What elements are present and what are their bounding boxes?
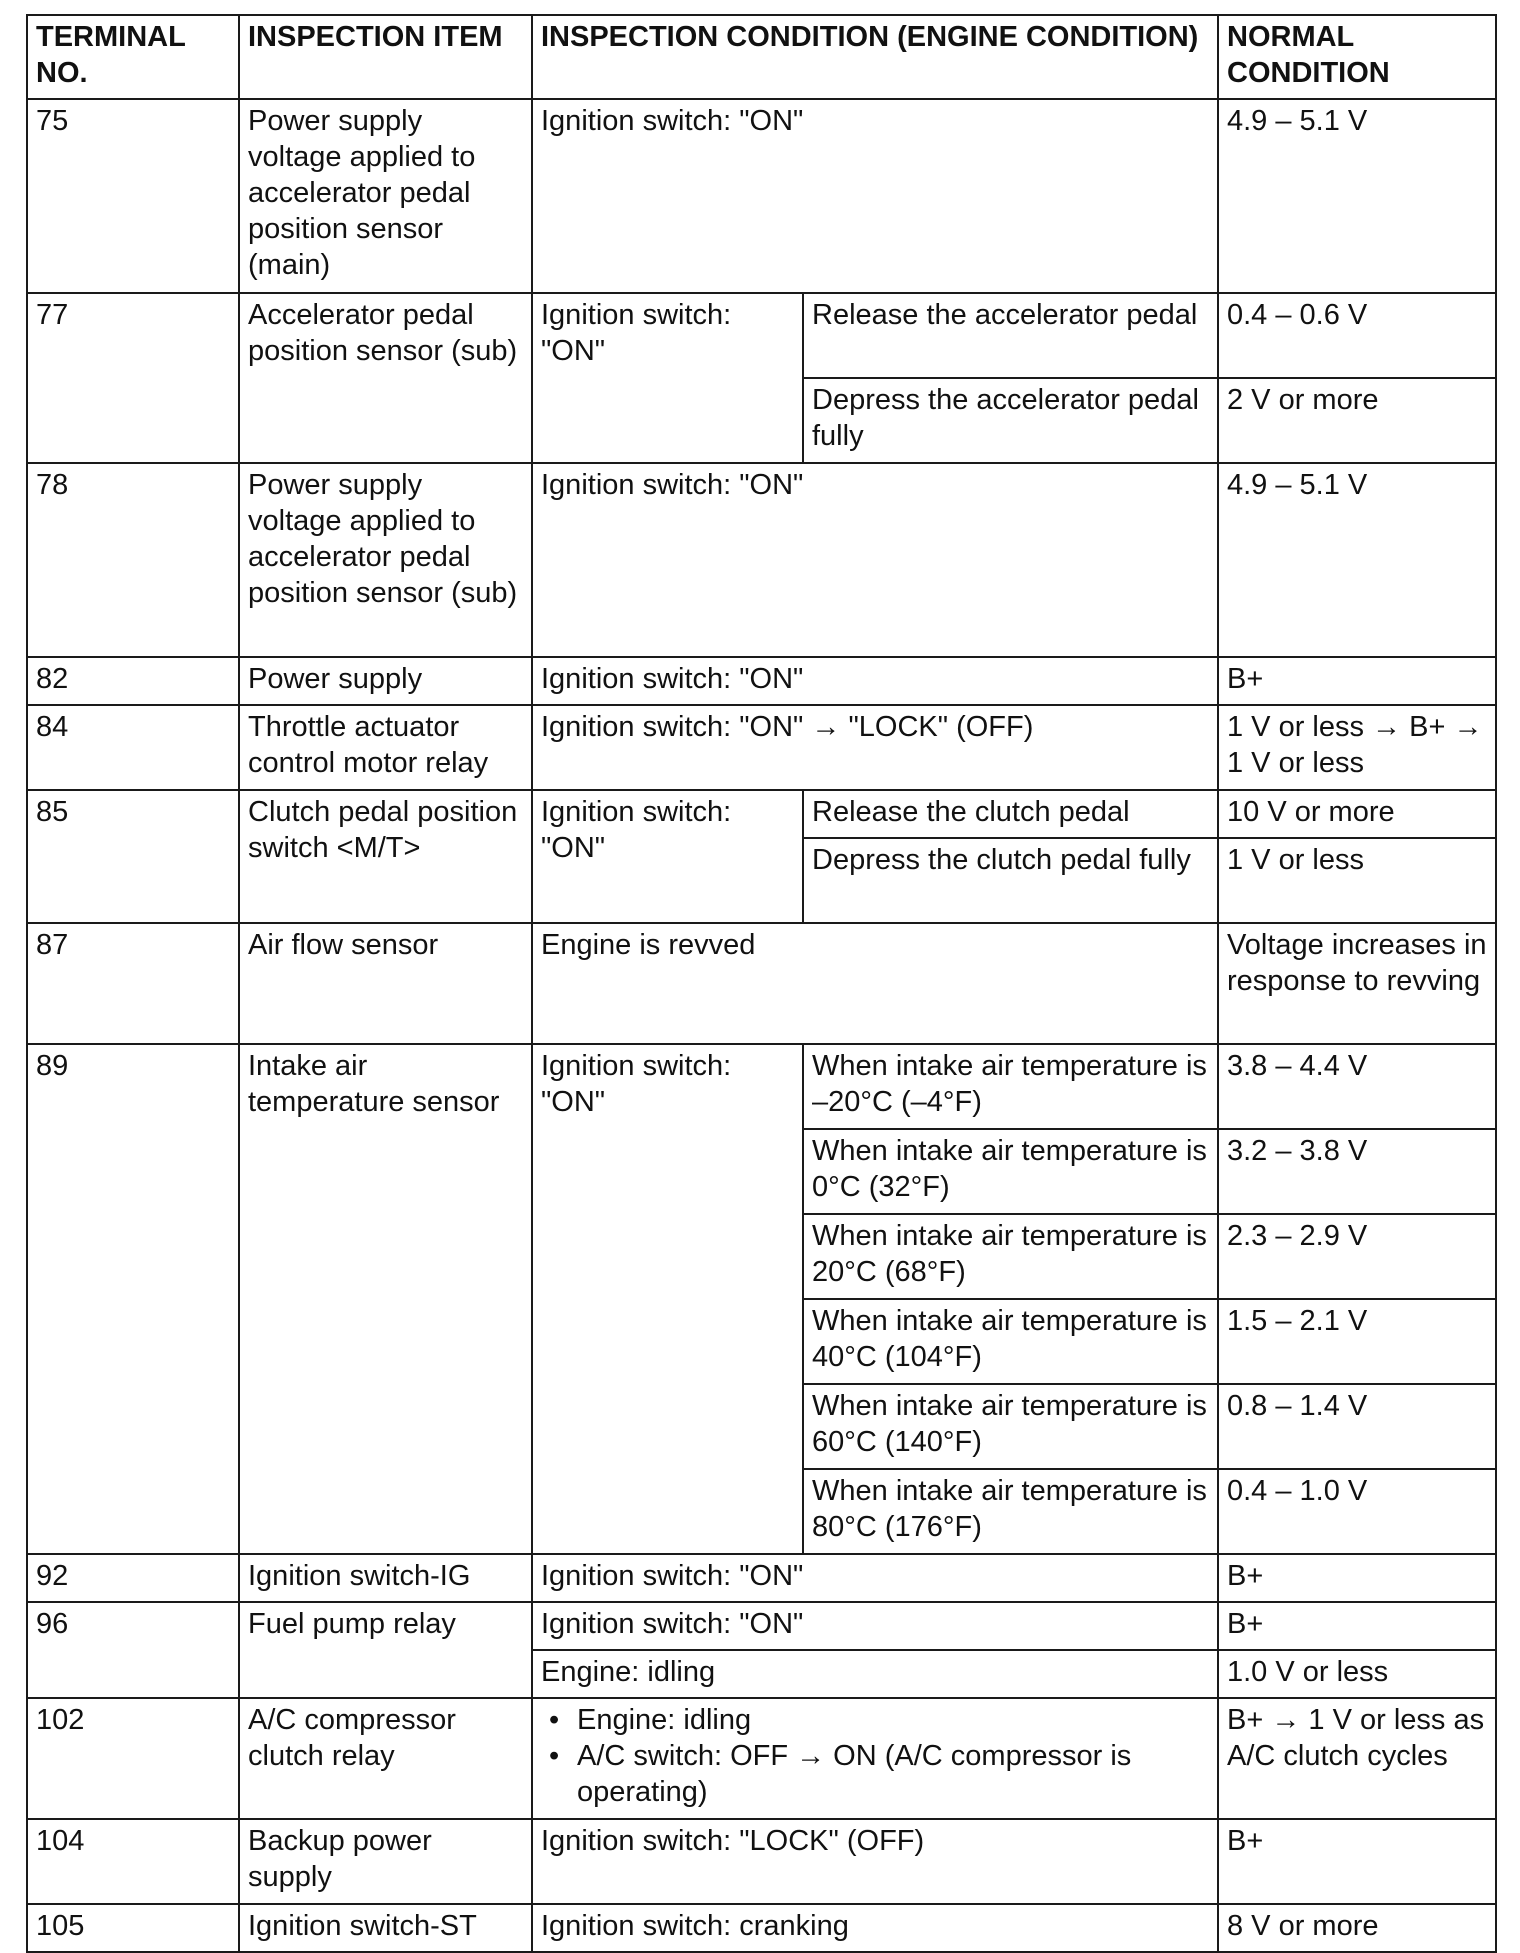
normal-cell: 1.0 V or less (1218, 1650, 1496, 1698)
condition-cell: Ignition switch: "ON" → "LOCK" (OFF) (532, 705, 1218, 790)
normal-cell: 3.8 – 4.4 V (1218, 1044, 1496, 1129)
sub-condition-cell: When intake air temperature is 40°C (104°F) (803, 1299, 1218, 1384)
sub-condition-cell: Release the accelerator pedal (803, 293, 1218, 378)
table-row (27, 923, 1496, 1044)
condition-cell: Ignition switch: "ON" (532, 657, 1218, 705)
table-row (27, 705, 1496, 790)
header-normal-condition: NORMAL CONDITION (1218, 15, 1496, 99)
condition-cell (532, 1698, 1218, 1819)
item-cell: A/C compressor clutch relay (239, 1698, 532, 1819)
bullet-item (549, 1702, 1209, 1738)
table-row (27, 1602, 1496, 1650)
table-row (27, 657, 1496, 705)
normal-cell: 1.5 – 2.1 V (1218, 1299, 1496, 1384)
terminal-cell: 96 (27, 1602, 239, 1698)
sub-condition-cell: Depress the clutch pedal fully (803, 838, 1218, 923)
item-cell: Power supply voltage applied to accelerator pedal position sensor (sub) (239, 463, 532, 657)
terminal-inspection-table (26, 14, 1497, 1953)
normal-cell: B+ (1218, 657, 1496, 705)
header-inspection-condition: INSPECTION CONDITION (ENGINE CONDITION) (532, 15, 1218, 99)
normal-cell: 4.9 – 5.1 V (1218, 463, 1496, 657)
terminal-cell: 75 (27, 99, 239, 293)
header-terminal: TERMINAL NO. (27, 15, 239, 99)
table-row (27, 99, 1496, 293)
normal-cell: 0.4 – 1.0 V (1218, 1469, 1496, 1554)
normal-cell: 0.4 – 0.6 V (1218, 293, 1496, 378)
normal-cell: 1 V or less (1218, 838, 1496, 923)
item-cell: Accelerator pedal position sensor (sub) (239, 293, 532, 463)
sub-condition-cell: When intake air temperature is 60°C (140°F) (803, 1384, 1218, 1469)
normal-cell: 4.9 – 5.1 V (1218, 99, 1496, 293)
normal-cell: 2.3 – 2.9 V (1218, 1214, 1496, 1299)
bullet-icon: • (549, 1740, 560, 1772)
table-row (27, 790, 1496, 838)
terminal-cell: 82 (27, 657, 239, 705)
normal-cell: Voltage increases in response to revving (1218, 923, 1496, 1044)
terminal-cell: 78 (27, 463, 239, 657)
terminal-cell: 104 (27, 1819, 239, 1904)
condition-cell: Ignition switch: "ON" (532, 790, 803, 923)
condition-cell: Ignition switch: "LOCK" (OFF) (532, 1819, 1218, 1904)
condition-cell: Engine: idling (532, 1650, 1218, 1698)
condition-cell: Ignition switch: "ON" (532, 293, 803, 463)
normal-cell: 2 V or more (1218, 378, 1496, 463)
sub-condition-cell: When intake air temperature is 0°C (32°F) (803, 1129, 1218, 1214)
terminal-cell: 87 (27, 923, 239, 1044)
normal-cell: B+ (1218, 1602, 1496, 1650)
item-cell: Intake air temperature sensor (239, 1044, 532, 1554)
sub-condition-cell: Depress the accelerator pedal fully (803, 378, 1218, 463)
table-row (27, 1819, 1496, 1904)
terminal-cell: 89 (27, 1044, 239, 1554)
inspection-table-container (26, 14, 1497, 1953)
terminal-cell: 85 (27, 790, 239, 923)
normal-cell: 8 V or more (1218, 1904, 1496, 1952)
condition-cell: Engine is revved (532, 923, 1218, 1044)
table-row (27, 463, 1496, 657)
condition-cell: Ignition switch: "ON" (532, 99, 1218, 293)
item-cell: Ignition switch-ST (239, 1904, 532, 1952)
item-cell: Fuel pump relay (239, 1602, 532, 1698)
normal-cell: 10 V or more (1218, 790, 1496, 838)
sub-condition-cell: When intake air temperature is 80°C (176°F) (803, 1469, 1218, 1554)
sub-condition-cell: Release the clutch pedal (803, 790, 1218, 838)
sub-condition-cell: When intake air temperature is 20°C (68°F) (803, 1214, 1218, 1299)
table-row (27, 1698, 1496, 1819)
item-cell: Air flow sensor (239, 923, 532, 1044)
sub-condition-cell: When intake air temperature is –20°C (–4°F) (803, 1044, 1218, 1129)
normal-cell: 1 V or less → B+ → 1 V or less (1218, 705, 1496, 790)
normal-cell: 0.8 – 1.4 V (1218, 1384, 1496, 1469)
normal-cell: B+ (1218, 1554, 1496, 1602)
bullet-text: A/C switch: OFF → ON (A/C compressor is operating) (577, 1740, 1132, 1808)
table-row (27, 293, 1496, 378)
condition-cell: Ignition switch: cranking (532, 1904, 1218, 1952)
normal-cell: B+ (1218, 1819, 1496, 1904)
table-row (27, 1044, 1496, 1129)
terminal-cell: 102 (27, 1698, 239, 1819)
normal-cell: 3.2 – 3.8 V (1218, 1129, 1496, 1214)
item-cell: Power supply voltage applied to accelerator pedal position sensor (main) (239, 99, 532, 293)
item-cell: Clutch pedal position switch <M/T> (239, 790, 532, 923)
header-row (27, 15, 1496, 99)
item-cell: Throttle actuator control motor relay (239, 705, 532, 790)
terminal-cell: 84 (27, 705, 239, 790)
bullet-text: Engine: idling (577, 1704, 752, 1736)
terminal-cell: 105 (27, 1904, 239, 1952)
item-cell: Power supply (239, 657, 532, 705)
table-row (27, 1904, 1496, 1952)
bullet-item (549, 1738, 1209, 1810)
condition-cell: Ignition switch: "ON" (532, 1554, 1218, 1602)
item-cell: Backup power supply (239, 1819, 532, 1904)
condition-cell: Ignition switch: "ON" (532, 1602, 1218, 1650)
bullet-icon: • (549, 1704, 560, 1736)
item-cell: Ignition switch-IG (239, 1554, 532, 1602)
terminal-cell: 77 (27, 293, 239, 463)
terminal-cell: 92 (27, 1554, 239, 1602)
table-row (27, 1554, 1496, 1602)
condition-cell: Ignition switch: "ON" (532, 1044, 803, 1554)
condition-bullet-list (541, 1702, 1209, 1810)
condition-cell: Ignition switch: "ON" (532, 463, 1218, 657)
header-inspection-item: INSPECTION ITEM (239, 15, 532, 99)
normal-cell: B+ → 1 V or less as A/C clutch cycles (1218, 1698, 1496, 1819)
